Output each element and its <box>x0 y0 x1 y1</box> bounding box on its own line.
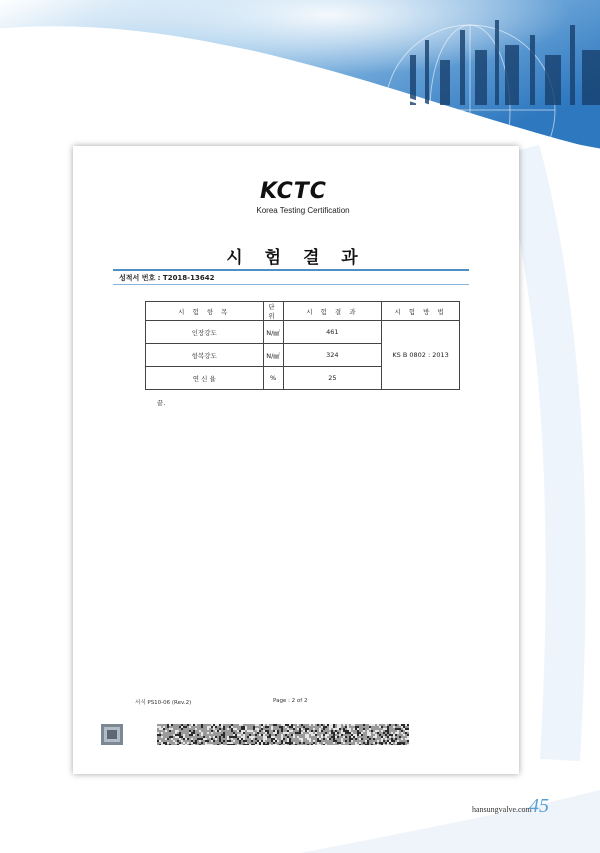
row-item: 항복강도 <box>146 344 264 367</box>
header-method: 시 험 방 법 <box>382 302 460 321</box>
table-row <box>146 321 460 344</box>
header-test-item: 시 험 항 목 <box>146 302 264 321</box>
security-barcode-icon <box>157 724 409 745</box>
row-result: 25 <box>283 367 382 390</box>
row-unit: % <box>263 367 283 390</box>
test-method: KS B 0802 : 2013 <box>382 321 460 390</box>
page-indicator: Page : 2 of 2 <box>273 698 308 704</box>
header-result: 시 험 결 과 <box>283 302 382 321</box>
website-url: hansungvalve.com <box>472 805 532 814</box>
title-divider <box>113 269 469 271</box>
kctc-logo <box>248 179 358 221</box>
verification-stamp-icon <box>101 724 123 745</box>
test-report-page <box>73 146 519 774</box>
subtitle-divider <box>113 284 469 285</box>
form-number: 서식 PS10-06 (Rev.2) <box>135 700 192 706</box>
brochure-page-number: 45 <box>529 795 549 817</box>
row-unit: N/㎟ <box>263 321 283 344</box>
row-result: 461 <box>283 321 382 344</box>
results-table <box>145 301 460 390</box>
certificate-number: 성적서 번호 : T2018-13642 <box>119 274 215 282</box>
row-result: 324 <box>283 344 382 367</box>
row-item: 인장강도 <box>146 321 264 344</box>
row-unit: N/㎟ <box>263 344 283 367</box>
header-unit: 단 위 <box>263 302 283 321</box>
logo-subtitle: Korea Testing Certification <box>256 206 350 215</box>
row-item: 연 신 율 <box>146 367 264 390</box>
table-header-row <box>146 302 460 321</box>
logo-mark: KCTC <box>260 179 327 204</box>
end-mark: 끝. <box>157 399 166 407</box>
document-title: 시 험 결 과 <box>226 248 366 268</box>
